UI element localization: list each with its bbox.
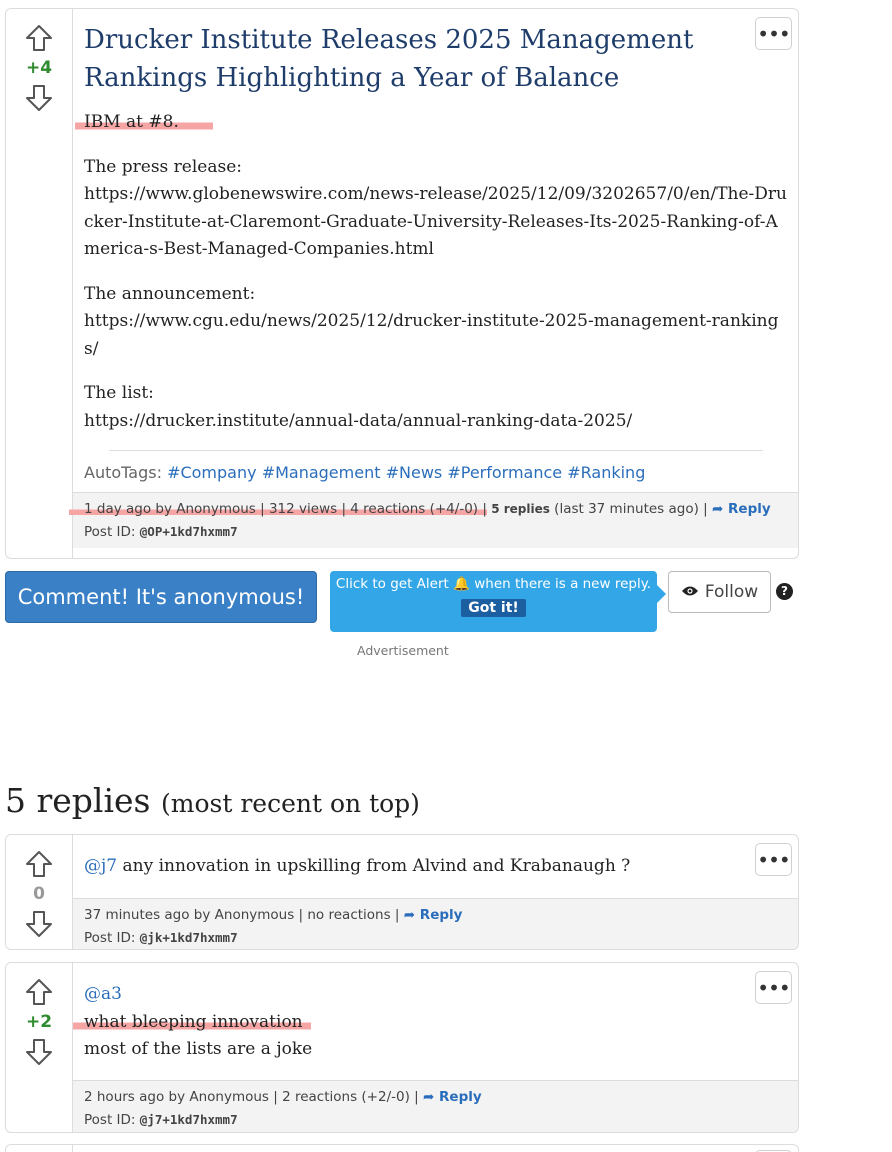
- post-id: @jk+1kd7hxmm7: [139, 930, 238, 945]
- reply-label: Reply: [728, 501, 771, 517]
- reply-post: [5, 962, 799, 1133]
- post-highlight-line: [84, 109, 788, 137]
- follow-button[interactable]: [668, 571, 771, 613]
- reply-button[interactable]: [712, 501, 771, 517]
- post-meta-info: 1 day ago by Anonymous | 312 views | 4 reactions (+4/-0) |: [69, 501, 487, 517]
- tag-performance[interactable]: #Performance: [447, 463, 563, 482]
- reply-score: +2: [25, 1012, 53, 1032]
- announcement-url: https://www.cgu.edu/news/2025/12/drucker-institute-2025-management-rankings/: [84, 311, 779, 359]
- downvote-icon[interactable]: [24, 83, 54, 113]
- press-release-label: The press release:: [84, 156, 243, 177]
- downvote-icon[interactable]: [24, 1037, 54, 1067]
- reply-body: [73, 963, 798, 1132]
- vote-column: [6, 963, 73, 1132]
- post-id-label: Post ID:: [84, 1112, 136, 1128]
- post-id-label: Post ID:: [84, 524, 136, 540]
- highlighted-text: IBM at #8.: [75, 112, 213, 132]
- highlighted-reply-text: what bleeping innovation: [73, 1012, 311, 1032]
- reply-post-partial: [5, 1144, 799, 1152]
- alert-text-after: when there is a new reply.: [474, 576, 652, 592]
- reply-mention[interactable]: @j7: [84, 856, 118, 876]
- press-release-paragraph: [84, 154, 788, 264]
- reply-text-line: [84, 853, 788, 881]
- reply-button[interactable]: [404, 907, 463, 923]
- post-body: [73, 9, 798, 558]
- alert-prompt: [330, 571, 657, 632]
- bell-icon: 🔔: [453, 576, 470, 592]
- replies-heading: [5, 781, 420, 820]
- advertisement-label: Advertisement: [357, 643, 449, 658]
- reply-arrow-icon: ➦: [712, 501, 724, 517]
- tag-management[interactable]: #Management: [261, 463, 381, 482]
- ellipsis-icon[interactable]: •••: [755, 971, 792, 1004]
- reply-meta: [73, 898, 798, 950]
- list-url: https://drucker.institute/annual-data/annual-ranking-data-2025/: [84, 410, 633, 431]
- post-meta: [73, 492, 798, 548]
- reply-text: any innovation in upskilling from Alvind and Krabanaugh ?: [122, 856, 631, 876]
- reply-score: 0: [33, 884, 45, 904]
- replies-count: 5 replies: [491, 502, 550, 516]
- vote-column: [6, 9, 73, 558]
- reply-button[interactable]: [423, 1089, 482, 1105]
- list-label: The list:: [84, 383, 154, 403]
- post-title: Drucker Institute Releases 2025 Management Rankings Highlighting a Year of Balance: [84, 25, 694, 93]
- eye-icon: [681, 582, 699, 602]
- downvote-icon[interactable]: [24, 909, 54, 939]
- reply-post: [5, 834, 799, 950]
- help-icon[interactable]: ?: [776, 583, 793, 600]
- got-it-button[interactable]: Got it!: [461, 599, 526, 617]
- ellipsis-icon[interactable]: •••: [755, 843, 792, 876]
- announcement-paragraph: [84, 281, 788, 364]
- upvote-icon[interactable]: [24, 23, 54, 53]
- reply-arrow-icon: ➦: [423, 1089, 435, 1105]
- main-post: [5, 8, 799, 559]
- post-id-label: Post ID:: [84, 930, 136, 946]
- reply-meta: [73, 1080, 798, 1133]
- reply-text-block: [84, 981, 788, 1064]
- reply-label: Reply: [439, 1089, 482, 1105]
- replies-heading-sub: (most recent on top): [161, 789, 420, 818]
- last-reply-time: (last 37 minutes ago) |: [554, 501, 708, 517]
- tag-company[interactable]: #Company: [167, 463, 257, 482]
- vote-column: [6, 835, 73, 949]
- autotags-label: AutoTags:: [84, 463, 162, 482]
- reply-arrow-icon: ➦: [403, 907, 416, 923]
- autotags: [84, 451, 788, 492]
- reply-body: [73, 835, 798, 949]
- reply-meta-info: 37 minutes ago by Anonymous | no reactions |: [84, 907, 400, 923]
- vote-column: [6, 1145, 73, 1152]
- alert-text-before: Click to get Alert: [335, 576, 449, 592]
- post-id: @j7+1kd7hxmm7: [139, 1112, 238, 1127]
- ellipsis-icon[interactable]: •••: [755, 17, 792, 50]
- reply-label: Reply: [419, 907, 463, 923]
- announcement-label: The announcement:: [84, 283, 256, 304]
- upvote-icon[interactable]: [24, 849, 54, 879]
- follow-label: Follow: [704, 582, 759, 602]
- reply-mention[interactable]: @a3: [84, 984, 122, 1004]
- list-paragraph: [84, 380, 788, 435]
- upvote-icon[interactable]: [24, 977, 54, 1007]
- replies-heading-count: 5 replies: [5, 781, 151, 820]
- tag-news[interactable]: #News: [385, 463, 443, 482]
- reply-body: [73, 1145, 798, 1152]
- tag-ranking[interactable]: #Ranking: [567, 463, 646, 482]
- reply-meta-info: 2 hours ago by Anonymous | 2 reactions (+2/-0) |: [84, 1089, 419, 1105]
- post-id: @OP+1kd7hxmm7: [139, 524, 238, 539]
- reply-text: most of the lists are a joke: [84, 1039, 313, 1059]
- press-release-url: https://www.globenewswire.com/news-release/2025/12/09/3202657/0/en/The-Drucker-Institute-at-Claremont-Graduate-University-Releases-Its-2025-Ranking-of-America-s-Best-Managed-Companies.html: [84, 184, 787, 259]
- post-score: +4: [25, 58, 53, 78]
- comment-button[interactable]: Comment! It's anonymous!: [5, 571, 317, 623]
